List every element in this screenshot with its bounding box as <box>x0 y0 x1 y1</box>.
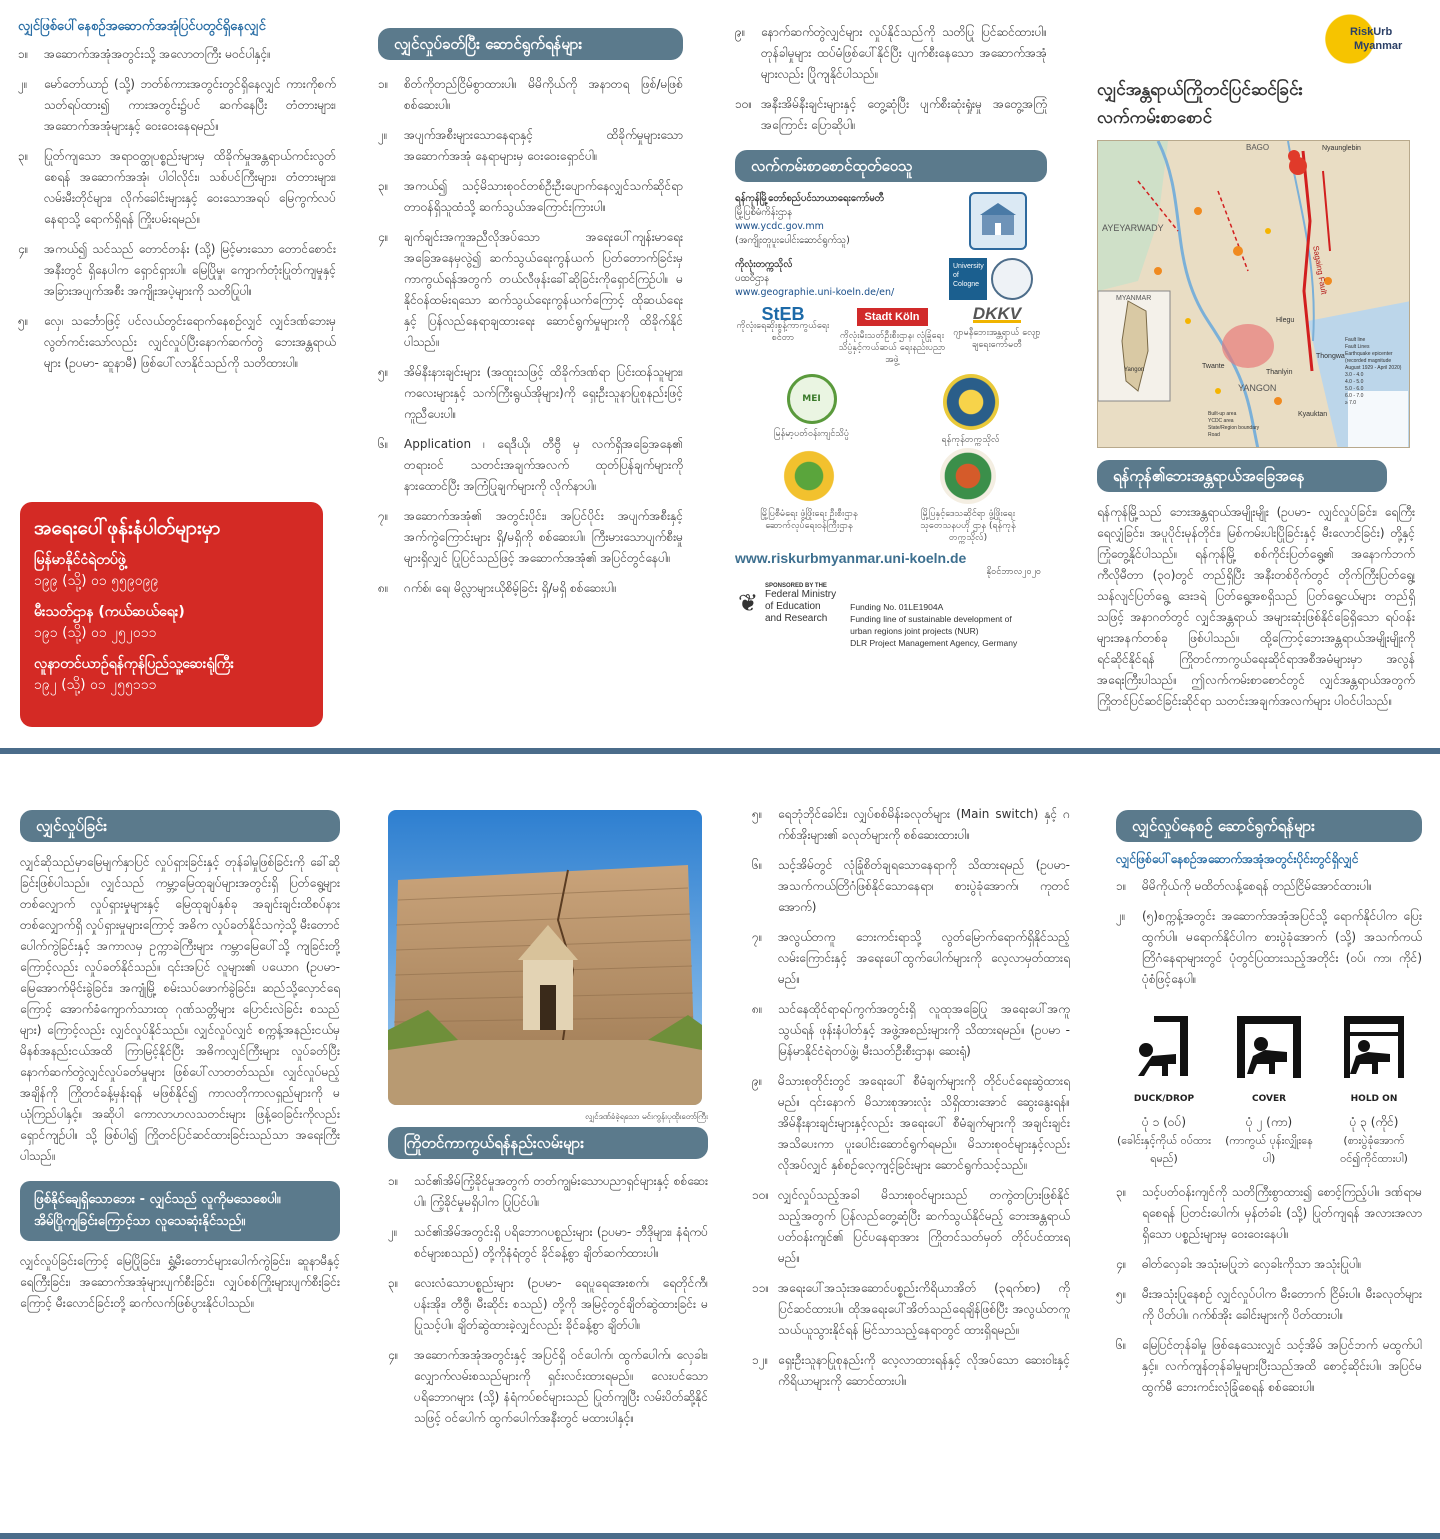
list-item: ၈။ ဂက်စ်၊ ရေ၊ မိလ္လာများယိုစိမ့်ခြင်း ရှိ/မရှိ စစ်ဆေးပါ။ <box>378 581 617 595</box>
fold-divider <box>0 748 1440 754</box>
list-item: ၇။ အလွယ်တကူ ဘေးကင်းရာသို့ လွတ်မြောက်ရောက်ရှိနိုင်သည့် လမ်းကြောင်းနှင့် အရေးပေါ်ထွက်ပေါက်များကို လေ့လာမှတ်ထားရမည်။ <box>752 930 1070 986</box>
list-item: ၂။ အပျက်အစီးများသောနေရာနှင့် ထိခိုက်မှုများသော အဆောက်အအုံ နေရာများမှ ဝေးဝေးရှောင်ပါ။ <box>378 128 683 163</box>
list-item: ၂။ သင်၏အိမ်အတွင်းရှိ ပရိဘောဂပစ္စည်းများ (ဥပမာ- ဘီဒိုများ၊ နံရံကပ်စင်များစသည်) တို့ကိုနံရံတွင် ခိုင်ခန့်စွာ ချိတ်ဆက်ထားပါ။ <box>388 1225 708 1260</box>
earthquake-map <box>1097 140 1410 448</box>
org-ycdc-dept: မြို့ပြစီမံကိန်းဌာန <box>735 207 792 218</box>
emergency-number: ၁၉၁ (သို့) ၀၁ ၂၅၂၀၁၁ <box>34 625 157 641</box>
map-label: Hlegu <box>1276 317 1295 324</box>
funding-line: urban regions joint projects (NUR) <box>850 626 979 636</box>
map-label: BAGO <box>1246 143 1270 152</box>
list-item: ၆။ Application ၊ ရေဒီယို၊ တီဗွီ မှ လက်ရှိအခြေအနေ၏ တရားဝင် သတင်းအချက်အလက် ထုတ်ပြန်ချက်များကို နားထောင်ပြီး အကြံပြုချက်များကို လိုက်နာပါ။ <box>378 437 683 493</box>
indoor-subheading: လျှင်ဖြစ်ပေါ်နေစဉ်အဆောက်အအုံအတွင်းပိုင်းတွင်ရှိလျှင် <box>1116 852 1359 866</box>
secondary-hazards-text: လျှင်လှုပ်ခြင်းကြောင့် မြေပြိုခြင်း၊ ရွှံ့မီးတောင်များပေါက်ကွဲခြင်း၊ ဆူနာမီနှင့် ရေကြီးခြင်း၊ အဆောက်အအုံများပျက်စီးခြင်း၊ လျှပ်စစ်ကြိုးများပျက်စီးခြင်းကြောင့် မီးလောင်ခြင်းတို့ ဆက်လက်ဖြစ်ပွားနိုင်ပါသည်။ <box>20 1254 340 1310</box>
list-item: ၄။ ချက်ချင်းအကူအညီလိုအပ်သော အရေးပေါ်ကျန်းမာရေး အခြေအနေမှလွဲ၍ ဆက်သွယ်ရေးကွန်ယက် ပြတ်တောက်ခြင်းမှ ကာကွယ်ရန်အတွက် တယ်လီဖုန်းခေါ်ဆိုခြင်းကိုရှောင်ကြဉ်ပါ။ မနိုင်ဝန်ထမ်းရသော ဆက်သွယ်ရေးကွန်ယက်ကြောင့် ထိုဆယ်ရေးနှင့် ပြန်လည်နေရာချထားရေး ဆောင်ရွက်မှုများကို ထိခိုက်နိုင်ပါသည်။ <box>378 230 683 349</box>
org-uoc-url[interactable]: www.geographie.uni-koeln.de/en/ <box>735 287 895 298</box>
top-col3 <box>735 22 1047 740</box>
bottom-col2 <box>388 810 708 1530</box>
list-item: ၃။ ပြုတ်ကျသော အရာဝတ္ထုပစ္စည်းများမှ ထိခိုက်မှုအန္တရာယ်ကင်းလွတ်စေရန် အဆောက်အအုံ၊ ပါဝါလိုင်း၊ သစ်ပင်ကြီးများ၊ တံတားများ၊ လမ်းမီးတိုင်များ၊ လိုက်ခေါင်းများနှင့် ဝေးသောအရပ် မြေကွက်လပ်နေရာသို့ ရောက်ရှိရန် ကြိုးပမ်းရမည်။ <box>18 149 336 226</box>
emergency-org: မြန်မာနိုင်ငံရဲတပ်ဖွဲ့ <box>34 552 126 568</box>
top-col4 <box>1097 10 1430 742</box>
map-label: Thanlyin <box>1266 369 1293 376</box>
drop-cover-hold-figures <box>1116 1010 1422 1168</box>
emergency-box <box>20 502 323 727</box>
map-label: MYANMAR <box>1116 295 1152 302</box>
earthquake-header: လျှင်လှုပ်ခြင်း <box>20 810 340 842</box>
after-quake-list-cont <box>735 22 1047 136</box>
funding-line: Funding line of sustainable development of <box>850 614 1012 624</box>
list-item: ၄။ အကယ်၍ သင်သည် တောင်တန်း (သို့) မြင့်မားသော တောင်စောင်းအနီးတွင် ရှိနေပါက ရှောင်ရှားပါ။ မြေပြိုမှု၊ ကျောက်တုံးပြုတ်ကျမှုနှင့် အခြားအပျက်အစီး အကျိုးအပဲ့များကို သတိပြုပါ။ <box>18 242 336 298</box>
list-item: ၃။ လေးလံသောပစ္စည်းများ (ဥပမာ- ရေပူရေအေးစက်၊ ရေတိုင်ကီ၊ ပန်းအိုး၊ တီဗွီ၊ မီးဆိုင်း စသည်) တို့ကို အမြင့်တွင်ချိတ်ဆွဲထားခြင်း မပြုသင့်ပါ။ ချိတ်ဆွဲထားခဲ့လျှင်လည်း ခိုင်ခန့်စွာ ချိတ်ပါ။ <box>388 1276 708 1332</box>
map-legend-lower: Built-up area YCDC area State/Region boundary Road <box>1208 411 1260 438</box>
list-item: ၇။ အဆောက်အအုံ၏ အတွင်းပိုင်း၊ အပြင်ပိုင်း အပျက်အစီးနှင့်အက်ကွဲကြောင်းများ ရှိ/မရှိကို စစ်ဆေးပါ။ ကြီးမားသောပျက်စီးမှုများရှိလျှင် ပြုပြင်သည်ဖြင့် အဆောက်အအုံ၏ အပြင်တွင်နေပါ။ <box>378 509 683 565</box>
emergency-number: ၁၉၂ (သို့) ၀၁ ၂၅၅၁၁၁ <box>34 677 157 693</box>
map-legend: Fault line Fault Lines Earthquake epicenter (recorded magnitude August 1929 - April 2020) 3.0 - 4.0 4.0 - 5.0 5.0 - 6.0 6.0 - 7.0 ≥ 7.0 <box>1345 337 1402 406</box>
figure-cover: COVER ပုံ ၂ (ကာ) (ကာကွယ် ပုန်းလျှိုးနေပါ) <box>1221 1010 1317 1168</box>
mei-logo: MEI မြန်မာ့ပတ်ဝန်းကျင်သိပ္ပံ <box>772 374 852 440</box>
earthquake-text: လျှင်ဆိုသည်မှာမြေမျက်နှာပြင် လှုပ်ရှားခြင်းနှင့် တုန်ခါမှုဖြစ်ခြင်းကို ခေါ်ဆိုခြင်းဖြစ်ပါသည်။ လျှင်သည် ကမ္ဘာ့မြေထုချပ်များအတွင်းရှိ ပြတ်ရွေ့များတစ်လျှောက် လှုပ်ရှားမှုများနှင့် မြေထုချပ်နှစ်ခု အချင်းချင်းထိစပ်နားတစ်လျှောက်ရှိ လှုပ်ရှားမှုများကြောင့် အဓိက လှုပ်ခတ်နိုင်သကဲ့သို့ မီးတောင်ပေါက်ကွဲခြင်းနှင့် အကာလမှ ဥက္ကာခဲကြီးများ ကမ္ဘာမြေပေါ်သို့ ကျခြင်းတို့ကြောင့်လည်း လှုပ်ခတ်နိုင်သည်။ ၎င်းအပြင် လူများ၏ ပယောဂ (ဥပမာ- မြေအောက်မိုင်းခွဲခြင်း၊ အကျုံမြို့ စမ်းသပ်ဖောက်ခွဲခြင်း၊ ဆည်သို့လှောင်ရေကြောင့် အောက်ခံကျောက်သားထု ဂုဏ်သတ္တိများ ပြောင်းလဲခြင်း စသည်များ) ကြောင့်လည်း လျှင်လှုပ်နိုင်သည်။ လျှင်လှုပ်လျှင် စက္ကန့်အနည်းငယ်မှ မိနစ်အနည်းငယ်အထိ ကြာမြင့်နိုင်ပြီး အဓိကလျှင်ကြီးများ လှုပ်ခတ်ပြီး နောက်ဆက်တွဲလျှင်လှုပ်ခတ်မှုများ ဖြစ်ပေါ်လာတတ်သည်။ လျှင်လှုပ်မည့်အချိန်ကို ကြိုတင်ခန့်မှန်းရန် မဖြစ်နိုင်၍ ကာလတိုကာလရှည်များကို မယုံကြည်ပါနှင့်။ အဆိုပါ ကောလာဟလသတင်းများ ဖြန့်ဝေခြင်းကိုလည်း ရှောင်ကျဉ်ပါ။ သို့ ဖြစ်ပါ၍ ကြိုတင်ပြင်ဆင်ထားခြင်းသည်သာ အရေးကြီးပါသည်။ <box>20 855 340 1163</box>
map-label: Sagaing Fault <box>1311 245 1329 296</box>
map-label: Yangon <box>1124 367 1145 373</box>
publish-date: နိုဝင်ဘာလ၂၀၂၀ <box>986 567 1041 577</box>
yangon-university-logo: ရန်ကုန်တက္ကသိုလ် <box>931 374 1011 446</box>
steb-logo: StEB ကိုလုံးရေဆိုးစွန့်ကာကွယ်ရေး စင်တာ <box>736 304 830 343</box>
list-item: ၈။ သင်နေထိုင်ရာရပ်ကွက်အတွင်းရှိ လူထုအခြေပြု အရေးပေါ်အကူ သွယ်ရန် ဖုန်းနံပါတ်နှင့် အဖွဲ့အစည်းများကို သိထားရမည်။ (ဥပမာ - မြန်မာနိုင်ငံရဲတပ်ဖွဲ့၊ မီးသတ်ဦးစီးဌာန၊ ဆေးရုံ) <box>752 1002 1070 1058</box>
emergency-org: လူနာတင်ယာဉ်ရန်ကုန်ပြည်သူ့ဆေးရုံကြီး <box>34 656 235 672</box>
bottom-col3 <box>752 804 1070 1530</box>
publisher-header: လက်ကမ်းစာစောင်ထုတ်ဝေသူ <box>735 150 1047 182</box>
eagle-icon: ❦ <box>737 589 759 617</box>
funding-line: DLR Project Management Agency, Germany <box>850 638 1018 648</box>
cover-icon <box>1229 1010 1309 1090</box>
map-label: Thongwa <box>1316 353 1345 360</box>
page-title: လျှင်အန္တရာယ်ကြိုတင်ပြင်ဆင်ခြင်း လက်ကမ်းစာစောင် <box>1097 80 1303 128</box>
figure-drop: DUCK/DROP ပုံ ၁ (ဝပ်) (ခေါင်းနှင့်ကိုယ် ဝပ်ထားရမည်) <box>1116 1010 1212 1168</box>
list-item: ၄။ အဆောက်အအုံအတွင်းနှင့် အပြင်ရှိ ဝင်ပေါက်၊ ထွက်ပေါက်၊ လှေခါး၊ လျှောက်လမ်းစသည်များကို ရှင်းလင်းထားရမည်။ လေးပင်သောပရိဘောဂများ (သို့) နံရံကပ်စင်များသည် ပြုတ်ကျပြီး လမ်းပိတ်ဆို့နိုင်သဖြင့် ဝင်ပေါက် ထွက်ပေါက်အနီးတွင် မထားပါနှင့်။ <box>388 1348 708 1425</box>
urdrc-logo: မြို့ပြနှင့်ဒေသဆိုင်ရာ ဖွံ့ဖြိုးရေးသုတေသနပဟို ဌာန (ရန်ကုန်တက္ကသိုလ်) <box>908 448 1028 544</box>
list-item: ၁၂။ ရှေးဦးသူနာပြုစုနည်းကို လေ့လာထားရန်နှင့် လိုအပ်သော ဆေးဝါးနှင့်ကိရိယာများကို ဆောင်ထားပါ။ <box>752 1353 1070 1388</box>
stadt-koeln-logo: Stadt Köln ကိုလုံးမီးသတ်ဦးစီးဌာန၊ လုံခြုံရေးသိပ္ပံနှင့်ကယ်ဆယ် ရေးနည်းပညာအဖွဲ့ <box>837 308 947 366</box>
photo-caption: လျှင်ဒဏ်ခံခဲ့ရသော မင်းကွန်းပုထိုးတော်ကြီး <box>585 1112 708 1121</box>
dudp-logo: မြို့ပြစီမံရေး ဖွံ့ဖြိုးရေး ဦးစီးဌာန ဆောက်လုပ်ရေးဝန်ကြီးဌာန <box>754 448 864 532</box>
emergency-org: မီးသတ်ဌာန (ကယ်ဆယ်ရေး) <box>34 604 185 620</box>
list-item: ၁၁။ အရေးပေါ်အသုံးအဆောင်ပစ္စည်းကိရိယာအိတ် (၃ရက်စာ) ကို ပြင်ဆင်ထားပါ။ ထိုအရေးပေါ်အိတ်သည်ရေချိန်ဖြစ်ပြီး အလွယ်တကူ သယ်ယူသွားနိုင်ရန် မြင်သာသည့်နေရာတွင် ထားရှိရမည်။ <box>752 1281 1070 1337</box>
map-label: Twante <box>1202 363 1225 370</box>
list-item: ၂။ မော်တော်ယာဉ် (သို့) ဘတ်စ်ကားအတွင်းတွင်ရှိနေလျှင် ကားကိုစက်သတ်ရပ်ထား၍ ကားအတွင်း၌ပင် ဆက်နေပြီး တံတားများ၊ အဆောက်အအုံများနှင့် ဝေးဝေးနေရမည်။ <box>18 77 336 133</box>
hold-on-icon <box>1334 1010 1414 1090</box>
outdoor-heading: လျှင်ဖြစ်ပေါ်နေစဉ်အဆောက်အအုံပြင်ပတွင်ရှိနေလျှင် <box>18 19 266 34</box>
list-item: ၁။ စိတ်ကိုတည်ငြိမ်စွာထားပါ။ မိမိကိုယ်ကို အနာတရ ဖြစ်/မဖြစ်စစ်ဆေးပါ။ <box>378 77 683 112</box>
bottom-edge-bar <box>0 1533 1440 1539</box>
list-item: ၁။ အဆောက်အအုံအတွင်းသို့ အလောတကြီး မဝင်ပါနှင့်။ <box>18 47 271 61</box>
uni-cologne-logo: University of Cologne <box>949 258 987 300</box>
list-item: ၃။ သင့်ပတ်ဝန်းကျင်ကို သတိကြီးစွာထား၍ စောင့်ကြည့်ပါ။ ဒဏ်ရာမရစေရန် ပြတင်းပေါက်၊ မှန်တံခါး (သို့) ပြုတ်ကျရန် အလားအလာရှိသော ပစ္စည်းများမှ ဝေးဝေးနေပါ။ <box>1116 1185 1422 1241</box>
prevention-list <box>388 1171 708 1429</box>
website-link[interactable]: www.riskurbmyanmar.uni-koeln.de <box>735 550 967 566</box>
list-item: ၁၀။ လျှင်လှုပ်သည့်အခါ မိသားစုဝင်များသည် တကွဲတပြားဖြစ်နိုင်သည့်အတွက် ပြန်လည်တွေ့ဆုံပြီး ဆက်သွယ်နိုင်မည့် ဘေးအန္တရာယ်ပတ်ဝန်းကျင်၏ ပြင်ပနေရာအား ကြိုတင်သတ်မှတ် တိုင်ပင်ထားရမည်။ <box>752 1188 1070 1265</box>
map-label: AYEYARWADY <box>1102 223 1164 233</box>
list-item: ၃။ အကယ်၍ သင့်မိသားစုဝင်တစ်ဦးဦးပျောက်နေလျှင်သက်ဆိုင်ရာတာဝန်ရှိသူထံသို့ ဆက်သွယ်အကြောင်းကြားပါ။ <box>378 179 683 214</box>
during-list-b <box>1116 1182 1422 1398</box>
emergency-title: အရေးပေါ်ဖုန်းနံပါတ်များမှာ <box>34 517 221 539</box>
uni-cologne-seal-icon <box>991 258 1033 300</box>
list-item: ၅။ အိမ်နီးနားချင်းများ (အထူးသဖြင့် ထိခိုက်ဒဏ်ရာ ပြင်းထန်သူများ၊ ကလေးများနှင့် သက်ကြီးရွယ်အိုများ)ကို ရှေးဦးသူနာပြုစုနည်းဖြင့် ကူညီပေးပါ။ <box>378 365 683 421</box>
outdoor-list <box>18 44 336 374</box>
list-item: ၁၀။ အနီးအိမ်နီးချင်းများနှင့် တွေ့ဆုံပြီး ပျက်စီးဆုံးရှုံးမှု အတွေ့အကြုံအကြောင်း ပြောဆိုပါ။ <box>735 97 1047 132</box>
emergency-number: ၁၉၉ (သို့) ၀၁ ၅၅၉၀၉၉ <box>34 573 159 589</box>
map-label: YANGON <box>1238 383 1277 393</box>
list-item: ၆။ သင့်အိမ်တွင် လုံခြုံစိတ်ချရသောနေရာကို သိထားရမည် (ဥပမာ- အသက်ကယ်တြိဂံဖြစ်နိုင်သောနေရာ၊ စားပွဲခုံအောက်၊ ကုတင်အောက်) <box>752 858 1070 914</box>
during-list-a <box>1116 876 1422 990</box>
list-item: ၄။ ဓါတ်လှေခါး အသုံးမပြုဘဲ လှေခါးကိုသာ အသုံးပြုပါ။ <box>1116 1257 1362 1271</box>
org-ycdc-role: (အကျိုးတူပူးပေါင်းဆောင်ရွက်သူ) <box>735 235 850 246</box>
org-uoc-dept: ပထဝီဌာန <box>735 273 770 284</box>
funding-line: Funding No. 01LE1904A <box>850 602 944 612</box>
org-uoc-name: ကိုလုံးတက္ကသိုလ် <box>735 259 793 270</box>
list-item: ၁။ သင်၏အိမ်ကြံ့ခိုင်မှုအတွက် တတ်ကျွမ်းသောပညာရှင်များနှင့် စစ်ဆေးပါ။ ကြံ့ခိုင်မှုမရှိပါက ပြုပြင်ပါ။ <box>388 1174 708 1209</box>
prevention-list-cont <box>752 804 1070 1392</box>
riskurb-logo: RiskUrb Myanmar <box>1324 10 1410 68</box>
bottom-col4 <box>1116 810 1422 1530</box>
list-item: ၂။ (၅)စက္ကန့်အတွင်း အဆောက်အအုံအပြင်သို့ ရောက်နိုင်ပါက ပြေးထွက်ပါ။ မရောက်နိုင်ပါက စားပွဲခုံအောက် (သို့) အသက်ကယ်တြိဂံနေရာများတွင် ပုံတွင်ပြထားသည့်အတိုင်း (ဝပ်၊ ကာ၊ ကိုင်) ပုံစံဖြင့်နေပါ။ <box>1116 909 1422 986</box>
list-item: ၁။ မိမိကိုယ်ကို မထိတ်လန့်စေရန် တည်ငြိမ်အောင်ထားပါ။ <box>1116 879 1373 893</box>
dkkv-logo: DKKV ဂျာမနီဘေးအန္တရာယ် လျော့ချရေးကော်မတီ <box>953 304 1041 350</box>
list-item: ၅။ မီးအသုံးပြုနေစဉ် လျှင်လှုပ်ပါက မီးတောက် ငြိမ်းပါ။ မီးခလုတ်များကို ပိတ်ပါ။ ဂက်စ်အိုး ခေါင်းများကို ပိတ်ထားပါ။ <box>1116 1287 1422 1322</box>
map-label: Nyaunglebin <box>1322 145 1361 152</box>
yangon-hazard-text: ရန်ကုန်မြို့သည် ဘေးအန္တရာယ်အမျိုးမျိုး (ဥပမာ- လျှင်လှုပ်ခြင်း၊ ရေကြီးရေလျှံခြင်း၊ အပူပိုင်းမုန်တိုင်း၊ မြစ်ကမ်းပါးပြိုခြင်းနှင့် မီးလောင်ခြင်း) တို့နှင့် ကြုံတွေ့နိုင်ပါသည်။ ရန်ကုန်မြို့ စစ်ကိုင်းပြတ်ရွေ့၏ အနောက်ဘက် ကီလိုမီတာ (၃၀)တွင် တည်ရှိပြီး အနီးတစ်ဝိုက်တွင် တိုက်ကြီးပြတ်ရွေ့၊ သန်လျင်ပြတ်ရွေ့ ဒေးဒရဲ ပြတ်ရွေ့အစရှိသည် ပြတ်ရွေ့ငယ်များ တည်ရှိသဖြင့် အနာဂတ်တွင် လျှင်အန္တရာယ် အများဆုံးဖြစ်နိုင်ခြေရှိသော ရပ်ဝန်းများအနက်တစ်ခု ဖြစ်ပါသည်။ ထို့ကြောင့်ဘေးအန္တရာယ်အမျိုးမျိုးကို ရင်ဆိုင်နိုင်ရန် ကြိုတင်ကာကွယ်ရေးဆိုင်ရာအစီအမံများမှာ အလွန်အရေးကြီးပါသည်။ ဤလက်ကမ်းစာစောင်တွင် လျှင်အန္တရာယ်အတွက် ကြိုတင်ပြင်ဆင်ခြင်းဆိုင်ရာ သတင်းအချက်အလက်များ ပါဝင်ပါသည်။ <box>1097 505 1415 708</box>
yangon-hazard-header: ရန်ကုန်၏ဘေးအန္တရာယ်အခြေအနေ <box>1097 460 1387 492</box>
during-quake-header: လျှင်လှုပ်နေစဉ် ဆောင်ရွက်ရန်များ <box>1116 810 1422 842</box>
after-quake-list <box>378 74 683 599</box>
callout-box: ဖြစ်နိုင်ချေရှိသောဘေး - လျှင်သည် လူကိုမသေစေပါ။ အိမ်ပြိုကျခြင်းကြောင့်သာ လူသေဆုံးနိုင်သည်။ <box>20 1181 340 1241</box>
list-item: ၉။ မိသားစုတိုင်းတွင် အရေးပေါ် စီမံချက်များကို တိုင်ပင်ရေးဆွဲထားရမည်။ ၎င်းနောက် မိသားစုအားလုံး သိရှိထားအောင် ဆွေးနွေးရန်။ အိမ်နီးနားချင်းများနှင့်လည်း အရေးပေါ် စီမံချက်များကို အချင်းချင်း အသိပေးကာ ပူးပေါင်းဆောင်ရွက်ရမည်။ မိသားစုဝင်များနှင့်လည်း လိုအပ်လျှင် နှစ်စဉ်လေ့ကျင့်ခြင်းများ ဆောင်ရွက်သင့်သည်။ <box>752 1074 1070 1172</box>
sponsored-label: SPONSORED BY THE <box>765 583 827 589</box>
ministry-name: of Education <box>765 601 821 612</box>
list-item: ၅။ ရေဘုံဘိုင်ခေါင်း၊ လျှပ်စစ်မိန်းခလုတ်များ (Main switch) နှင့် ဂက်စ်အိုးများ၏ ခလုတ်များကို စစ်ဆေးထားပါ။ <box>752 807 1070 842</box>
bottom-col1 <box>20 810 340 1530</box>
org-ycdc-url[interactable]: www.ycdc.gov.mm <box>735 221 824 232</box>
pagoda-photo <box>388 810 702 1105</box>
top-col2 <box>378 28 683 740</box>
ministry-name: and Research <box>765 613 828 624</box>
list-item: ၅။ လှေ၊ သင်္ဘောဖြင့် ပင်လယ်တွင်းရောက်နေစဉ်လျှင် လျှင်ဒဏ်ဘေးမှလွတ်ကင်းသော်လည်း လျှင်လှုပ်ပြီးနောက်ဆက်တွဲ ဘေးအန္တရာယ်များ (ဥပမာ- ဆူနာမီ) ဖြစ်ပေါ်လာနိုင်သည်ကို သတိထားပါ။ <box>18 314 336 370</box>
duck-drop-icon <box>1124 1010 1204 1090</box>
org-ycdc-name: ရန်ကုန်မြို့တော်စည်ပင်သာယာရေးကော်မတီ <box>735 193 884 204</box>
after-quake-header: လျှင်လှုပ်ခတ်ပြီး ဆောင်ရွက်ရန်များ <box>378 28 683 60</box>
map-label: Kyauktan <box>1298 411 1328 418</box>
prevention-header: ကြိုတင်ကာကွယ်ရန်နည်းလမ်းများ <box>388 1127 708 1159</box>
figure-hold: HOLD ON ပုံ ၃ (ကိုင်) (စားပွဲခုံအောက် ဝင်၍ကိုင်ထားပါ) <box>1326 1010 1422 1168</box>
ycdc-seal-icon <box>969 192 1027 250</box>
list-item: ၆။ မြေပြင်တုန်ခါမှု ဖြစ်နေသေးလျှင် သင့်အိမ် အပြင်ဘက် မထွက်ပါနှင့်။ လက်ကျန်တုန်ခါမှုများပြီးသည်အထိ စောင့်ဆိုင်းပါ။ အပြင်မထွက်မီ ဘေးကင်းလုံခြုံစေရန် စစ်ဆေးပါ။ <box>1116 1338 1422 1394</box>
list-item: ၉။ နောက်ဆက်တွဲလျှင်များ လှုပ်နိုင်သည်ကို သတိပြု ပြင်ဆင်ထားပါ။ တုန်ခါမှုများ ထပ်မံဖြစ်ပေါ်နိုင်ပြီး ပျက်စီးနေသော အဆောက်အအုံများလည်း ပြိုကျနိုင်ပါသည်။ <box>735 25 1047 81</box>
ministry-name: Federal Ministry <box>765 589 837 600</box>
